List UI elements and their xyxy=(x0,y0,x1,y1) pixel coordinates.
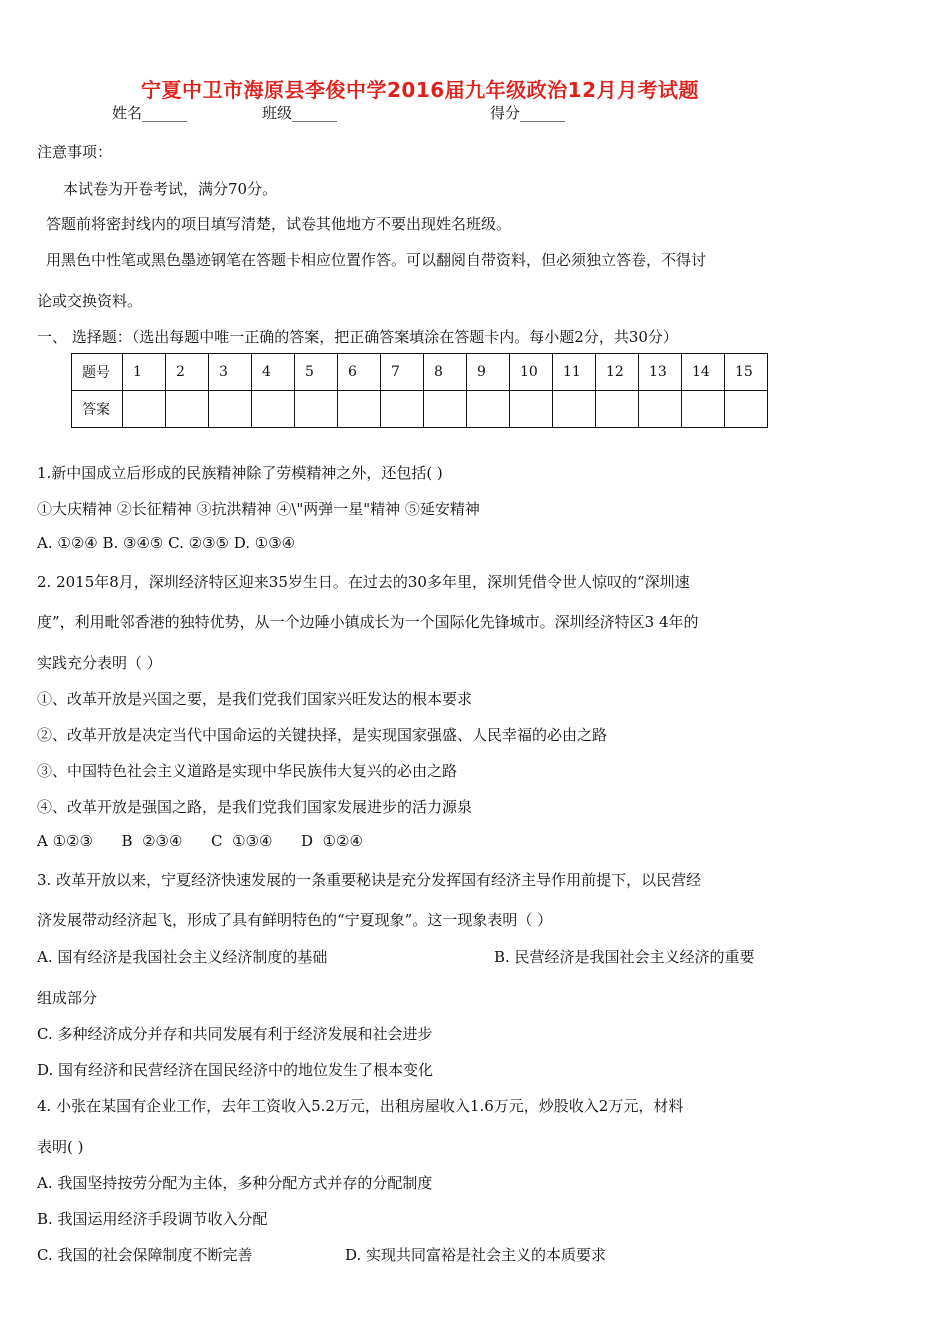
table-number-cell: 2 xyxy=(166,354,209,391)
table-number-cell: 7 xyxy=(381,354,424,391)
q3-option-a: A. 国有经济是我国社会主义经济制度的基础 xyxy=(37,948,328,966)
answer-cell xyxy=(510,391,553,428)
q3-option-d: D. 国有经济和民营经济在国民经济中的地位发生了根本变化 xyxy=(37,1061,434,1079)
table-number-cell: 4 xyxy=(252,354,295,391)
answer-table-answer-row xyxy=(72,391,768,428)
notice-line-2: 答题前将密封线内的项目填写清楚，试卷其他地方不要出现姓名班级。 xyxy=(46,215,512,233)
answer-cell xyxy=(424,391,467,428)
answer-cell xyxy=(639,391,682,428)
class-field: 班级______ xyxy=(262,104,338,122)
table-number-cell: 6 xyxy=(338,354,381,391)
q2-item-4: ④、改革开放是强国之路，是我们党我们国家发展进步的活力源泉 xyxy=(37,798,473,816)
notice-line-3: 用黑色中性笔或黑色墨迹钢笔在答题卡相应位置作答。可以翻阅自带资料，但必须独立答卷，不得讨 xyxy=(46,251,707,269)
q1-options: A. ①②④ B. ③④⑤ C. ②③⑤ D. ①③④ xyxy=(37,534,296,552)
q4-stem-line-2: 表明( ) xyxy=(37,1138,84,1156)
q2-item-3: ③、中国特色社会主义道路是实现中华民族伟大复兴的必由之路 xyxy=(37,762,458,780)
answer-cell xyxy=(596,391,639,428)
table-number-cell: 11 xyxy=(553,354,596,391)
q4-option-d: D. 实现共同富裕是社会主义的本质要求 xyxy=(345,1246,607,1264)
answer-cell xyxy=(252,391,295,428)
notice-line-4: 论或交换资料。 xyxy=(37,292,143,310)
q3-stem-line-1: 3. 改革开放以来，宁夏经济快速发展的一条重要秘诀是充分发挥国有经济主导作用前提下，以民营经 xyxy=(37,871,702,889)
answer-cell xyxy=(123,391,166,428)
q4-option-a: A. 我国坚持按劳分配为主体，多种分配方式并存的分配制度 xyxy=(37,1174,433,1192)
table-number-cell: 15 xyxy=(725,354,768,391)
notice-heading: 注意事项： xyxy=(37,143,113,161)
q1-stem: 1.新中国成立后形成的民族精神除了劳模精神之外，还包括( ) xyxy=(37,464,443,482)
answer-cell xyxy=(338,391,381,428)
answer-table-number-row xyxy=(72,354,768,391)
exam-title: 宁夏中卫市海原县李俊中学2016届九年级政治12月月考试题 xyxy=(141,78,699,102)
q4-option-c: C. 我国的社会保障制度不断完善 xyxy=(37,1246,253,1264)
table-header-number: 题号 xyxy=(72,354,123,391)
q2-stem-line-2: 度”，利用毗邻香港的独特优势，从一个边陲小镇成长为一个国际化先锋城市。深圳经济特区3 4年的 xyxy=(37,613,699,631)
q2-options: A ①②③ B ②③④ C ①③④ D ①②④ xyxy=(37,832,363,850)
answer-cell xyxy=(467,391,510,428)
answer-cell xyxy=(682,391,725,428)
answer-cell xyxy=(295,391,338,428)
q2-item-2: ②、改革开放是决定当代中国命运的关键抉择，是实现国家强盛、人民幸福的必由之路 xyxy=(37,726,608,744)
answer-cell xyxy=(553,391,596,428)
section-heading: 一、 选择题：（选出每题中唯一正确的答案，把正确答案填涂在答题卡内。每小题2分，共30分） xyxy=(37,328,678,346)
q1-items: ①大庆精神 ②长征精神 ③抗洪精神 ④\"两弹一星"精神 ⑤延安精神 xyxy=(37,500,480,518)
answer-cell xyxy=(725,391,768,428)
table-number-cell: 12 xyxy=(596,354,639,391)
q4-option-b: B. 我国运用经济手段调节收入分配 xyxy=(37,1210,268,1228)
score-field: 得分______ xyxy=(490,104,566,122)
q2-item-1: ①、改革开放是兴国之要，是我们党我们国家兴旺发达的根本要求 xyxy=(37,690,473,708)
notice-line-1: 本试卷为开卷考试，满分70分。 xyxy=(63,180,278,198)
name-field: 姓名______ xyxy=(112,104,188,122)
q2-stem-line-1: 2. 2015年8月，深圳经济特区迎来35岁生日。在过去的30多年里，深圳凭借令世人惊叹的“深圳速 xyxy=(37,573,690,591)
q3-stem-line-2: 济发展带动经济起飞，形成了具有鲜明特色的“宁夏现象”。这一现象表明（ ） xyxy=(37,911,553,929)
table-number-cell: 3 xyxy=(209,354,252,391)
q2-stem-line-3: 实践充分表明（ ） xyxy=(37,654,162,672)
table-number-cell: 9 xyxy=(467,354,510,391)
table-number-cell: 1 xyxy=(123,354,166,391)
q4-stem-line-1: 4. 小张在某国有企业工作，去年工资收入5.2万元，出租房屋收入1.6万元，炒股收入2万元，材料 xyxy=(37,1097,684,1115)
table-number-cell: 14 xyxy=(682,354,725,391)
q3-option-b: B. 民营经济是我国社会主义经济的重要 xyxy=(494,948,755,966)
table-number-cell: 13 xyxy=(639,354,682,391)
answer-cell xyxy=(209,391,252,428)
answer-table xyxy=(71,353,768,428)
answer-cell xyxy=(381,391,424,428)
table-header-answer: 答案 xyxy=(72,391,123,428)
q3-option-c: C. 多种经济成分并存和共同发展有利于经济发展和社会进步 xyxy=(37,1025,433,1043)
table-number-cell: 8 xyxy=(424,354,467,391)
table-number-cell: 10 xyxy=(510,354,553,391)
table-number-cell: 5 xyxy=(295,354,338,391)
answer-cell xyxy=(166,391,209,428)
q3-option-b-continued: 组成部分 xyxy=(37,989,98,1007)
